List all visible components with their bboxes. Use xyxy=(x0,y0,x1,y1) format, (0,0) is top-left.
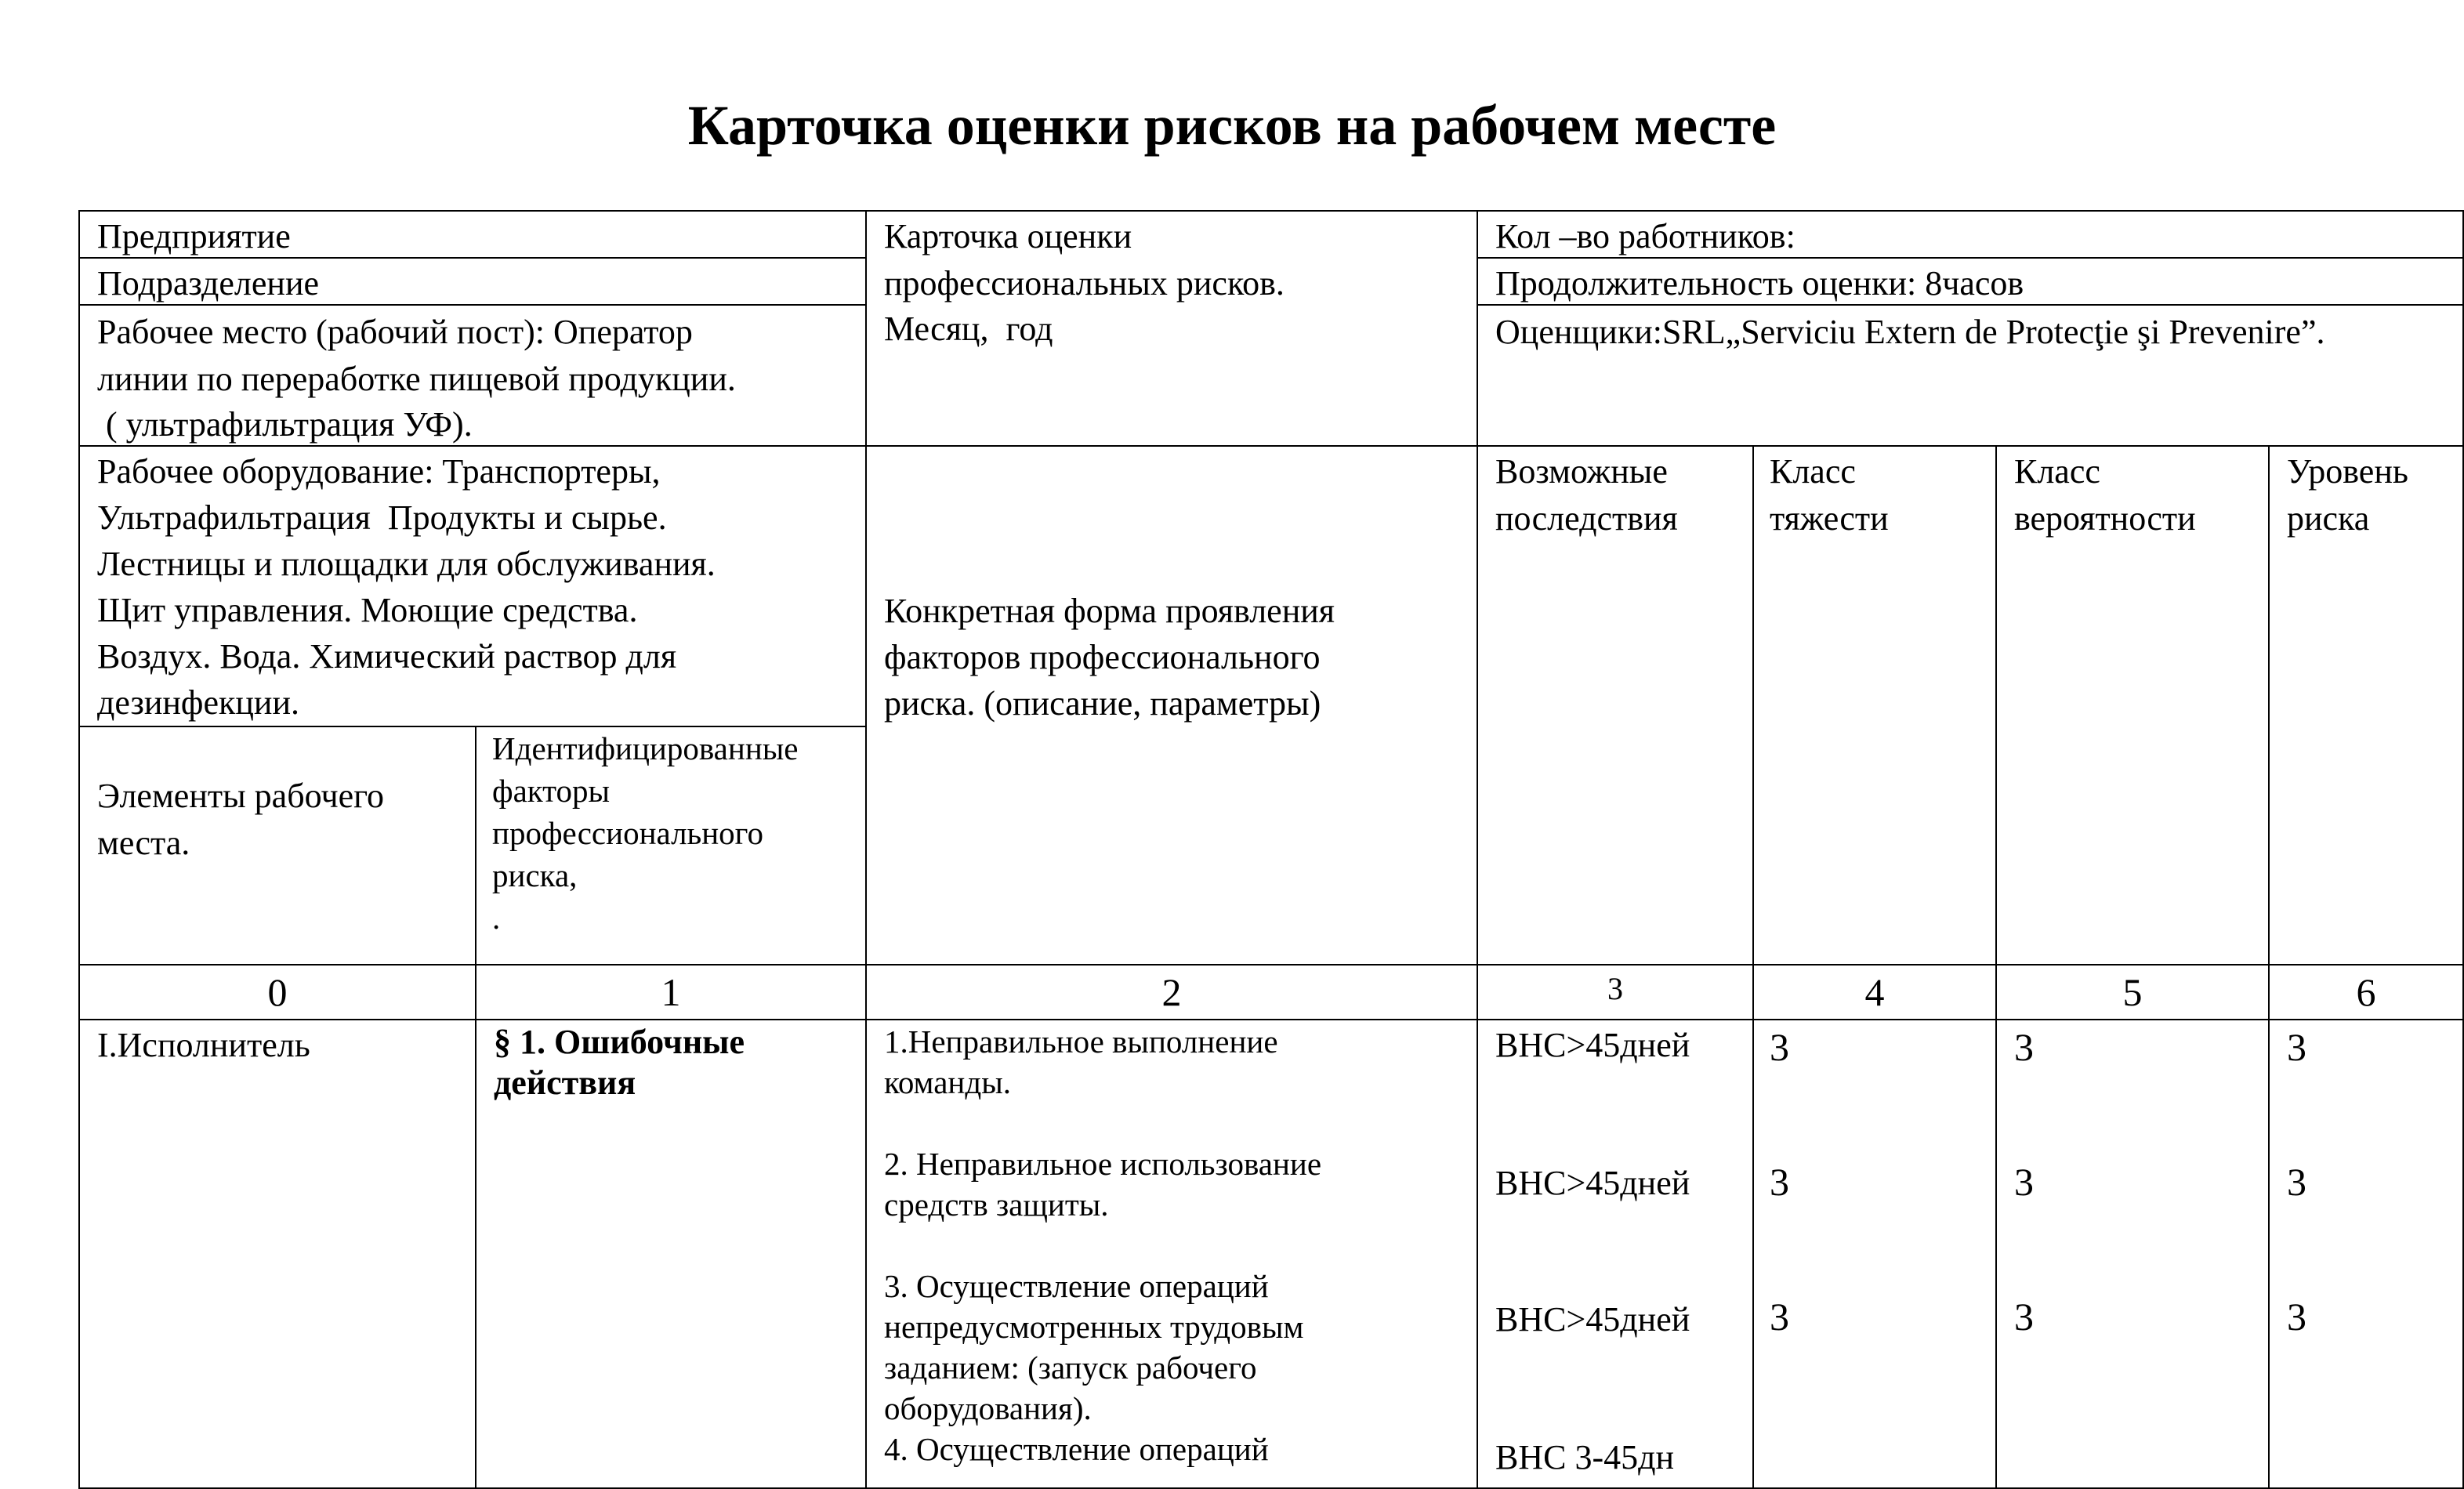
row1-item4-consequence: ВНС 3-45дн xyxy=(1495,1438,1675,1476)
row1-item1-probability: 3 xyxy=(2014,1025,2034,1069)
card-line-2: профессиональных рисков. xyxy=(884,264,1285,303)
probability-header-line-2: вероятности xyxy=(2014,499,2196,538)
column-number-2: 2 xyxy=(1161,970,1182,1014)
equipment-line-5: Воздух. Вода. Химический раствор для xyxy=(97,637,677,676)
row1-item2-line-1: 2. Неправильное использование xyxy=(884,1146,1322,1182)
column-number-4: 4 xyxy=(1864,970,1885,1014)
elements-header-line-1: Элементы рабочего xyxy=(97,777,385,815)
row1-item3-line-3: заданием: (запуск рабочего xyxy=(884,1350,1257,1386)
equipment-line-2: Ультрафильтрация Продукты и сырье. xyxy=(97,498,667,537)
row1-item2-consequence: ВНС>45дней xyxy=(1495,1164,1690,1202)
row1-item3-line-4: оборудования). xyxy=(884,1390,1092,1426)
row1-item2-probability: 3 xyxy=(2014,1160,2034,1204)
row1-item1-line-2: команды. xyxy=(884,1064,1012,1100)
factors-header-line-3: профессионального xyxy=(492,815,763,851)
equipment-line-3: Лестницы и площадки для обслуживания. xyxy=(97,545,716,583)
column-number-3: 3 xyxy=(1607,971,1623,1006)
row1-item3-probability: 3 xyxy=(2014,1295,2034,1339)
row1-item3-consequence: ВНС>45дней xyxy=(1495,1300,1690,1339)
row1-item4-line-1: 4. Осуществление операций xyxy=(884,1431,1269,1467)
column-number-1: 1 xyxy=(661,970,681,1014)
workplace-line-2: линии по переработке пищевой продукции. xyxy=(97,360,736,398)
workers-label: Кол –во работников: xyxy=(1495,217,1795,255)
column-number-0: 0 xyxy=(267,970,288,1014)
row1-item3-risk: 3 xyxy=(2287,1295,2306,1339)
factors-header-line-4: риска, xyxy=(492,857,578,893)
probability-header-line-1: Класс xyxy=(2014,452,2100,491)
cell-row1-probability xyxy=(1995,1019,2270,1489)
row1-element: I.Исполнитель xyxy=(97,1026,310,1064)
equipment-line-4: Щит управления. Моющие средства. xyxy=(97,591,638,629)
form-header-line-3: риска. (описание, параметры) xyxy=(884,684,1321,723)
row1-factor-line-2: действия xyxy=(494,1063,636,1102)
row1-item1-severity: 3 xyxy=(1770,1025,1789,1069)
row1-item1-risk: 3 xyxy=(2287,1025,2306,1069)
division-label: Подразделение xyxy=(97,264,320,303)
severity-header-line-2: тяжести xyxy=(1770,499,1889,538)
page-title: Карточка оценки рисков на рабочем месте xyxy=(687,94,1777,157)
row1-item3-line-1: 3. Осуществление операций xyxy=(884,1268,1269,1304)
row1-item2-risk: 3 xyxy=(2287,1160,2306,1204)
factors-header-line-5: . xyxy=(492,900,501,936)
row1-item2-severity: 3 xyxy=(1770,1160,1789,1204)
form-header-line-2: факторов профессионального xyxy=(884,638,1321,676)
consequences-header-line-2: последствия xyxy=(1495,499,1678,538)
equipment-line-1: Рабочее оборудование: Транспортеры, xyxy=(97,452,661,491)
row1-item1-line-1: 1.Неправильное выполнение xyxy=(884,1023,1278,1060)
consequences-header-line-1: Возможные xyxy=(1495,452,1668,491)
duration-label: Продолжительность оценки: 8часов xyxy=(1495,264,2024,303)
equipment-line-6: дезинфекции. xyxy=(97,683,299,722)
row1-item3-severity: 3 xyxy=(1770,1295,1789,1339)
risk-header-line-1: Уровень xyxy=(2287,452,2408,491)
row1-item1-consequence: ВНС>45дней xyxy=(1495,1026,1690,1064)
column-number-5: 5 xyxy=(2122,970,2143,1014)
enterprise-label: Предприятие xyxy=(97,217,291,255)
factors-header-line-1: Идентифицированные xyxy=(492,730,799,766)
row1-item3-line-2: непредусмотренных трудовым xyxy=(884,1309,1304,1345)
workplace-line-1: Рабочее место (рабочий пост): Оператор xyxy=(97,313,693,351)
elements-header-line-2: места. xyxy=(97,824,190,862)
cell-row1-consequences xyxy=(1477,1019,1754,1489)
row1-factor-line-1: § 1. Ошибочные xyxy=(494,1023,745,1061)
risk-header-line-2: риска xyxy=(2287,499,2370,538)
cell-row1-element xyxy=(78,1019,476,1489)
form-header-line-1: Конкретная форма проявления xyxy=(884,592,1335,630)
cell-row1-risk xyxy=(2268,1019,2464,1489)
card-line-1: Карточка оценки xyxy=(884,217,1132,255)
column-number-6: 6 xyxy=(2356,970,2376,1014)
assessors-label: Оценщики:SRL„Serviciu Extern de Protecţie şi Prevenire”. xyxy=(1495,313,2325,351)
severity-header-line-1: Класс xyxy=(1770,452,1856,491)
cell-row1-severity xyxy=(1752,1019,1997,1489)
workplace-line-3: ( ультрафильтрация УФ). xyxy=(97,405,473,444)
row1-item2-line-2: средств защиты. xyxy=(884,1186,1109,1223)
factors-header-line-2: факторы xyxy=(492,773,611,809)
card-line-3: Месяц, год xyxy=(884,310,1053,348)
